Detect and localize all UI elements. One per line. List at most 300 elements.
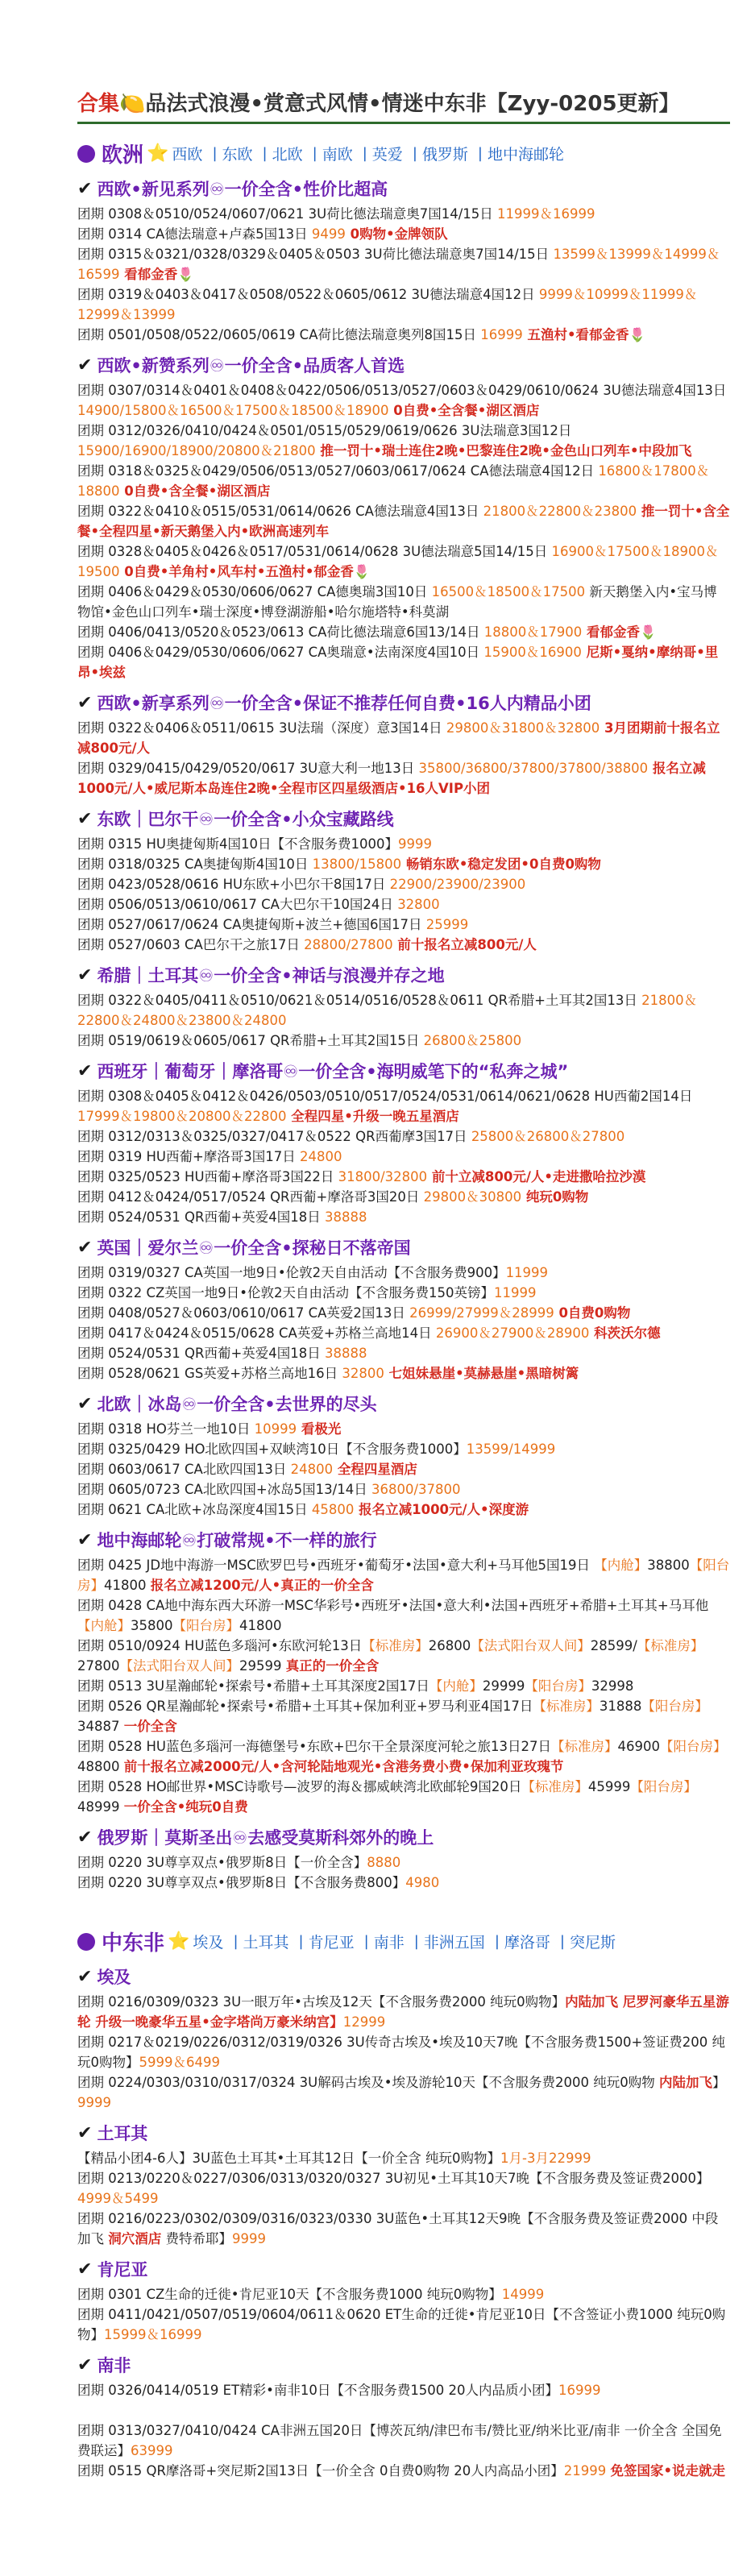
divider: | (413, 1933, 419, 1950)
highlight-text: 看极光 (297, 1421, 342, 1437)
tour-line (77, 224, 730, 244)
price-text: 【阳台房】 (77, 1558, 730, 1593)
price-text: 9999 (397, 836, 432, 852)
check-icon: ✔ (77, 2122, 93, 2143)
highlight-text: 0自费•全含餐•湖区酒店 (388, 403, 540, 418)
tour-line (77, 1323, 730, 1343)
price-text: 26800＆25800 (423, 1033, 522, 1048)
highlight-text: 纯玩0购物 (521, 1189, 589, 1205)
tour-line (77, 874, 730, 894)
tour-line (77, 1031, 730, 1051)
section-title: 西欧•新见系列♾一价全含•性价比超高 (97, 180, 388, 199)
divider: | (362, 145, 367, 162)
tour-line (77, 2032, 730, 2072)
check-icon: ✔ (77, 1529, 93, 1550)
section-title: 俄罗斯｜莫斯圣出♾去感受莫斯科郊外的晚上 (97, 1828, 434, 1848)
tour-text: 团期 0216/0223/0302/0309/0316/0323/0330 3U蓝色•土耳其12天9晚【不含服务费及签证费2000 中段加飞 (77, 2211, 719, 2246)
tour-text: 34887 (77, 1719, 124, 1734)
tour-text: 29599 (239, 1658, 286, 1674)
tour-line (77, 2420, 730, 2461)
tour-line (77, 1852, 730, 1873)
tour-text: 45999 (587, 1779, 631, 1794)
tour-line (77, 1479, 730, 1500)
section-heading (77, 691, 730, 715)
price-text: 38888 (325, 1346, 367, 1361)
subregion-link[interactable]: 俄罗斯 (421, 146, 468, 164)
highlight-text: 报名立减1000元/人•威尼斯本岛连住2晚•全程市区四星级酒店•16人VIP小团 (77, 761, 706, 796)
price-text: 36800/37800 (371, 1482, 461, 1497)
section-title: 地中海邮轮♾打破常规•不一样的旅行 (97, 1531, 377, 1550)
tour-text: 团期 0220 3U尊享双点•俄罗斯8日【不含服务费800】 (77, 1875, 406, 1890)
tour-text: 团期 0213/0220＆0227/0306/0313/0320/0327 3U初见•土耳其10天7晚【不含服务费及签证费2000】 (77, 2171, 710, 2186)
tour-text: 团期 0307/0314＆0401＆0408＆0422/0506/0513/0527/0603＆0429/0610/0624 3U德法瑞意4国13日 (77, 383, 727, 398)
price-text: 9999＆10999＆11999＆12999＆13999 (77, 287, 698, 322)
tour-line (77, 1126, 730, 1147)
section-title: 西欧•新赞系列♾一价全含•品质客人首选 (97, 356, 405, 375)
tour-text: 团期 0319＆0403＆0417＆0508/0522＆0605/0612 3U德法瑞意4国12日 (77, 287, 539, 302)
price-text: 13599＆13999＆14999＆16599 (77, 247, 720, 282)
tour-text: 团期 0224/0303/0310/0317/0324 3U解码古埃及•埃及游轮10天【不含服务费2000 纯玩0购物 (77, 2075, 659, 2090)
highlight-text: 3月团期前十报名立减800元/人 (77, 720, 720, 756)
price-text: 【标准房】 (362, 1638, 429, 1653)
region-name: 中东非 (102, 1931, 165, 1956)
subregion-link[interactable]: 肯尼亚 (308, 1934, 355, 1952)
route-section (77, 1392, 730, 1520)
region-dot-icon (77, 145, 95, 163)
tour-text: 团期 0428 CA地中海东西大环游一MSC华彩号•西班牙•法国•意大利•法国+西班牙+希腊+土耳其+马耳他 (77, 1598, 709, 1613)
highlight-text: 五渔村•看郁金香🌷 (522, 327, 646, 342)
tour-text: 团期 0506/0513/0610/0617 CA大巴尔干10国24日 (77, 897, 398, 912)
tour-line (77, 1992, 730, 2032)
highlight-text: 0自费•含全餐•湖区酒店 (119, 483, 271, 499)
tour-text: 团期 0528 HO邮世界•MSC诗歌号—波罗的海＆挪威峡湾北欧邮轮9国20日 (77, 1779, 522, 1794)
tour-text: 团期 0319 HU西葡+摩洛哥3国17日 (77, 1149, 301, 1164)
check-icon: ✔ (77, 808, 93, 829)
tour-line (77, 1636, 730, 1676)
tour-text: 团期 0605/0723 CA北欧四国+冰岛5国13/14日 (77, 1482, 371, 1497)
price-text: 29800＆30800 (423, 1189, 522, 1205)
price-text: 25800＆26800＆27800 (471, 1129, 625, 1144)
tour-text: 团期 0329/0415/0429/0520/0617 3U意大利一地13日 (77, 761, 419, 776)
price-text: 29800＆31800＆32800 (446, 720, 600, 736)
route-section (77, 807, 730, 955)
route-section (77, 176, 730, 345)
tour-line (77, 2072, 730, 2113)
price-text: 24800 (290, 1462, 334, 1477)
content (77, 139, 730, 2481)
price-text: 15999＆16999 (104, 2327, 202, 2342)
tour-line (77, 1263, 730, 1283)
region-dot-icon (77, 1933, 95, 1951)
tour-line (77, 1595, 730, 1636)
price-text: 35800/36800/37800/37800/38800 (418, 761, 649, 776)
highlight-text: 免签国家•说走就走 (610, 2463, 726, 2479)
tour-text: 团期 0325/0523 HU西葡+摩洛哥3国22日 (77, 1169, 338, 1184)
highlight-text: 前十立减800元/人•走进撒哈拉沙漠 (427, 1169, 646, 1184)
highlight-text: 全程四星•升级一晚五星酒店 (286, 1109, 459, 1124)
price-text: 【阳台房】 (641, 1699, 708, 1714)
route-section (77, 1528, 730, 1817)
tour-text: 团期 0322＆0410＆0515/0531/0614/0626 CA德法瑞意4国13日 (77, 504, 483, 519)
price-text: 【阳台房】 (525, 1678, 591, 1694)
subregion-link[interactable]: 地中海邮轮 (487, 146, 564, 164)
price-text: 【内舱】 (429, 1678, 483, 1694)
subregion-link[interactable]: 西欧 (172, 146, 203, 164)
divider: | (233, 1933, 239, 1950)
price-text: 21800＆22800＆23800 (483, 504, 637, 519)
subregion-link[interactable]: 东欧 (222, 146, 253, 164)
price-text: 9999 (232, 2231, 266, 2246)
tour-text: 团期 0501/0508/0522/0605/0619 CA荷比德法瑞意奥列8国15日 (77, 327, 481, 342)
divider: | (559, 1933, 565, 1950)
check-icon: ✔ (77, 178, 93, 199)
tour-text: 团期 0217＆0219/0226/0312/0319/0326 3U传奇古埃及•埃及10天7晚【不含服务费1500+签证费200 纯玩0购物】 (77, 2035, 726, 2070)
tour-line (77, 935, 730, 955)
tour-line (77, 2461, 730, 2481)
tour-line (77, 2148, 730, 2168)
highlight-text: 0自费•羊角村•风车村•五渔村•郁金香🌷 (119, 564, 371, 579)
tour-line (77, 1555, 730, 1595)
tour-line (77, 1873, 730, 1893)
tour-text: 团期 0528/0621 GS英爱+苏格兰高地16日 (77, 1366, 342, 1381)
tour-text: 27800 (77, 1658, 120, 1674)
tour-text: 团期 0301 CZ生命的迁徙•肯尼亚10天【不含服务费1000 纯玩0购物】 (77, 2287, 502, 2302)
tour-text: 团期 0318/0325 CA奥捷匈斯4国10日 (77, 857, 313, 872)
tour-text: 团期 0528 HU蓝色多瑙河一海德堡号•东欧+巴尔干全景深度河轮之旅13日27日 (77, 1739, 552, 1754)
subregion-link[interactable]: 英爱 (371, 146, 403, 164)
tour-line (77, 1363, 730, 1383)
tour-text: 团期 0216/0309/0323 3U一眼万年•古埃及12天【不含服务费2000 纯玩0购物】 (77, 1994, 566, 2010)
highlight-text: 一价全含 (123, 1719, 177, 1734)
tour-text: 41800 (239, 1618, 282, 1633)
highlight-text: 前十报名立减2000元/人•含河轮陆地观光•含港务费小费•保加利亚玫瑰节 (123, 1759, 564, 1774)
region-header (77, 1927, 730, 1956)
tour-text: 团期 0526 QR星瀚邮轮•探索号•希腊+土耳其+保加利亚+罗马利亚4国17日 (77, 1699, 533, 1714)
price-text: 16500＆18500＆17500 (431, 584, 586, 599)
spacer (77, 1893, 730, 1912)
section-heading (77, 1392, 730, 1416)
route-section (77, 963, 730, 1051)
highlight-text: 报名立减1200元/人•真正的一价全含 (150, 1578, 374, 1593)
section-title: 西欧•新享系列♾一价全含•保证不推荐任何自费•16人内精品小团 (97, 694, 591, 713)
section-title: 东欧｜巴尔干♾一价全含•小众宝藏路线 (97, 810, 394, 829)
check-icon: ✔ (77, 1827, 93, 1848)
tour-text: 团期 0313/0327/0410/0424 CA非洲五国20日【博茨瓦纳/津巴布韦/赞比亚/纳米比亚/南非 一价全含 全国免费联运】 (77, 2423, 722, 2458)
tour-line (77, 990, 730, 1031)
price-text: 【内舱】 (77, 1618, 131, 1633)
price-text: 32800 (342, 1366, 384, 1381)
tour-line (77, 718, 730, 758)
section-title: 西班牙｜葡萄牙｜摩洛哥♾一价全含•海明威笔下的“私奔之城” (97, 1062, 569, 1081)
check-icon: ✔ (77, 1393, 93, 1414)
tour-text: 团期 0322 CZ英国一地9日•伦敦2天自由活动【不含服务费150英镑】 (77, 1285, 495, 1300)
tour-line (77, 1283, 730, 1303)
price-text: 11999＆16999 (497, 206, 595, 222)
tour-line (77, 501, 730, 541)
price-text: 15900＆16900 (483, 645, 582, 660)
tour-text: 团期 0513 3U星瀚邮轮•探索号•希腊+土耳其深度2国17日 (77, 1678, 429, 1694)
tour-text: 团期 0603/0617 CA北欧四国13日 (77, 1462, 291, 1477)
price-text: 13599/14999 (466, 1441, 556, 1457)
price-text: 26999/27999＆28999 (409, 1305, 554, 1321)
tour-text: 团期 0406＆0429＆0530/0606/0627 CA德奥瑞3国10日 (77, 584, 432, 599)
tour-text: 团期 0425 JD地中海游一MSC欧罗巴号•西班牙•葡萄牙•法国•意大利+马耳他5国19日 (77, 1558, 595, 1573)
price-text: 【阳台房】 (172, 1618, 239, 1633)
tour-text: 48999 (77, 1799, 124, 1815)
price-text: 17999＆19800＆20800＆22800 (77, 1109, 287, 1124)
tour-text: 团期 0318＆0325＆0429/0506/0513/0527/0603/0617/0624 CA德法瑞意4国12日 (77, 463, 599, 479)
divider: | (212, 145, 218, 162)
subregion-link[interactable]: 摩洛哥 (504, 1934, 550, 1952)
tour-text: 团期 0510/0924 HU蓝色多瑙河•东欧河轮13日 (77, 1638, 363, 1653)
price-text: 38888 (325, 1209, 367, 1225)
tour-text: 团期 0326/0414/0519 ET精彩•南非10日【不含服务费1500 20人内品质小团】 (77, 2383, 559, 2398)
tour-text: 团期 0315 HU奥捷匈斯4国10日【不含服务费1000】 (77, 836, 398, 852)
tour-line (77, 622, 730, 642)
section-heading (77, 176, 730, 201)
tour-text: 29999 (482, 1678, 525, 1694)
highlight-text: 真正的一价全含 (285, 1658, 380, 1674)
price-text: 28800/27800 (304, 937, 393, 952)
route-section (77, 1964, 730, 2113)
tour-text: 团期 0524/0531 QR西葡+英爱4国18日 (77, 1209, 326, 1225)
price-text: 1月-3月22999 (500, 2151, 591, 2166)
tour-text: 团期 0417＆0424＆0515/0628 CA英爱+苏格兰高地14日 (77, 1325, 436, 1341)
tour-text: 26800 (428, 1638, 471, 1653)
highlight-text: 看郁金香🌷 (582, 624, 657, 640)
tour-line (77, 1500, 730, 1520)
price-text: 25999 (425, 917, 469, 932)
subregion-link[interactable]: 南欧 (322, 146, 353, 164)
route-section (77, 1825, 730, 1893)
price-text: 4980 (405, 1875, 440, 1890)
highlight-text: 看郁金香🌷 (119, 267, 194, 282)
price-text: 【标准房】 (637, 1638, 704, 1653)
price-text: 26900＆27900＆28900 (435, 1325, 590, 1341)
price-text: 16999 (558, 2383, 601, 2398)
tour-text: 团期 0325/0429 HO北欧四国+双峡湾10日【不含服务费1000】 (77, 1441, 467, 1457)
tour-line (77, 284, 730, 325)
route-section (77, 353, 730, 682)
route-section (77, 2121, 730, 2249)
highlight-text: 七姐妹悬崖•莫赫悬崖•黑暗树篱 (384, 1366, 579, 1381)
price-text: 12999 (342, 2014, 386, 2030)
tour-text: 团期 0308＆0405＆0412＆0426/0503/0510/0517/0524/0531/0614/0621/0628 HU西葡2国14日 (77, 1089, 693, 1104)
section-title: 土耳其 (97, 2124, 148, 2143)
price-text: 21800＆22800＆24800＆23800＆24800 (77, 993, 698, 1028)
tour-line (77, 1696, 730, 1736)
tour-text: 费特希耶】 (161, 2231, 232, 2246)
section-heading (77, 2257, 730, 2281)
tour-text: 团期 0319/0327 CA英国一地9日•伦敦2天自由活动【不含服务费900】 (77, 1265, 506, 1280)
tour-text: 31888 (599, 1699, 642, 1714)
subregion-link[interactable]: 土耳其 (243, 1934, 289, 1952)
tour-line (77, 2304, 730, 2345)
lime-fruit-icon: 🍋 (119, 92, 146, 116)
price-text: 16999 (480, 327, 523, 342)
highlight-text: 一价全含•纯玩0自费 (123, 1799, 248, 1815)
price-text: 24800 (300, 1149, 342, 1164)
tour-text: 新天鹅堡入内•宝马博物馆•金色山口列车•瑞士深度•博登湖游船•哈尔施塔特•科莫湖 (77, 584, 717, 620)
page-title (77, 87, 730, 124)
section-heading (77, 2353, 730, 2377)
tour-text: 41800 (104, 1578, 151, 1593)
section-heading (77, 1059, 730, 1083)
divider: | (494, 1933, 500, 1950)
price-text: 【标准房】 (551, 1739, 618, 1754)
price-text: 11999 (494, 1285, 537, 1300)
route-section (77, 2257, 730, 2345)
tour-line (77, 541, 730, 582)
check-icon: ✔ (77, 1237, 93, 1258)
tour-line (77, 421, 730, 461)
route-section (77, 2353, 730, 2481)
highlight-text: 科茨沃尔德 (589, 1325, 661, 1341)
title-part2: 品法式浪漫•赏意式风情•情迷中东非【Zyy-0205更新】 (145, 92, 680, 116)
tour-line (77, 834, 730, 854)
tour-line (77, 2209, 730, 2249)
tour-text: 团期 0515 QR摩洛哥+突尼斯2国13日【一价全含 0自费0购物 20人内高品小团】 (77, 2463, 564, 2479)
divider: | (477, 145, 483, 162)
subregion-link[interactable]: 突尼斯 (569, 1934, 616, 1952)
tour-text: 】 (712, 2075, 726, 2090)
tour-text: 48800 (77, 1759, 124, 1774)
highlight-text: 畅销东欧•稳定发团•0自费0购物 (401, 857, 601, 872)
tour-text: 团期 0314 CA德法瑞意+卢森5国13日 (77, 226, 312, 242)
tour-text: 团期 0308＆0510/0524/0607/0621 3U荷比德法瑞意奥7国14/15日 (77, 206, 497, 222)
subregion-link[interactable]: 非洲五国 (423, 1934, 485, 1952)
route-section (77, 1235, 730, 1383)
section-heading (77, 1964, 730, 1989)
subregion-link[interactable]: 南非 (373, 1934, 405, 1952)
check-icon: ✔ (77, 2354, 93, 2375)
tour-text: 32998 (591, 1678, 634, 1694)
tour-text: 团期 0423/0528/0616 HU东欧+小巴尔干8国17日 (77, 877, 390, 892)
price-text: 15900/16900/18900/20800＆21800 (77, 443, 316, 458)
section-heading (77, 807, 730, 831)
section-title: 希腊｜土耳其♾一价全含•神话与浪漫并存之地 (97, 966, 445, 985)
check-icon: ✔ (77, 1966, 93, 1987)
section-title: 埃及 (97, 1968, 131, 1987)
tour-line (77, 1459, 730, 1479)
tour-text: 团期 0312/0326/0410/0424＆0501/0515/0529/0619/0626 3U法瑞意3国12日 (77, 423, 572, 438)
tour-text: 团期 0406/0413/0520＆0523/0613 CA荷比德法瑞意6国13/14日 (77, 624, 484, 640)
price-text: 18800＆17900 (483, 624, 583, 640)
price-text: 【法式阳台双人间】 (471, 1638, 591, 1653)
divider: | (412, 145, 417, 162)
check-icon: ✔ (77, 1060, 93, 1081)
price-text: 10999 (254, 1421, 297, 1437)
price-text: 【阳台房】 (660, 1739, 727, 1754)
tour-line (77, 461, 730, 501)
tour-text: 团期 0411/0421/0507/0519/0604/0611＆0620 ET生命的迁徙•肯尼亚10日【不含签证小费1000 纯玩0购物】 (77, 2307, 726, 2342)
highlight-text: 报名立减1000元/人•深度游 (354, 1502, 529, 1517)
price-text: 22900/23900/23900 (389, 877, 526, 892)
divider: | (363, 1933, 369, 1950)
price-text: 14999 (501, 2287, 545, 2302)
tour-text: 【精品小团4-6人】3U蓝色土耳其•土耳其12日【一价全含 纯玩0购物】 (77, 2151, 500, 2166)
tour-line (77, 1207, 730, 1227)
route-section (77, 691, 730, 799)
price-text: 4999＆5499 (77, 2191, 159, 2206)
highlight-text: 尼斯•戛纳•摩纳哥•里昂•埃兹 (77, 645, 719, 680)
tour-line (77, 1303, 730, 1323)
highlight-text: 0自费0购物 (554, 1305, 631, 1321)
tour-text: 团期 0328＆0405＆0426＆0517/0531/0614/0628 3U德法瑞意5国14/15日 (77, 544, 552, 559)
subregion-link[interactable]: 埃及 (193, 1934, 224, 1952)
tour-line (77, 758, 730, 799)
region-header (77, 139, 730, 168)
section-heading (77, 353, 730, 377)
price-text: 21999 (563, 2463, 611, 2479)
tour-text: 团期 0408/0527＆0603/0610/0617 CA英爱2国13日 (77, 1305, 410, 1321)
highlight-text: 0购物•金牌领队 (345, 226, 448, 242)
tour-line (77, 1439, 730, 1459)
price-text: 16800＆17800＆18800 (77, 463, 710, 499)
tour-text: 团期 0312/0313＆0325/0327/0417＆0522 QR西葡摩3国17日 (77, 1129, 471, 1144)
check-icon: ✔ (77, 692, 93, 713)
tour-line (77, 582, 730, 622)
title-part1: 合集 (77, 92, 120, 116)
section-heading (77, 1528, 730, 1552)
tour-line (77, 1676, 730, 1696)
tour-text: 团期 0406＆0429/0530/0606/0627 CA奥瑞意•法南深度4国10日 (77, 645, 484, 660)
section-title: 北欧｜冰岛♾一价全含•去世界的尽头 (97, 1395, 377, 1414)
tour-line (77, 325, 730, 345)
tour-line (77, 2400, 730, 2420)
section-title: 英国｜爱尔兰♾一价全含•探秘日不落帝国 (97, 1238, 411, 1258)
price-text: 【阳台房】 (630, 1779, 697, 1794)
check-icon: ✔ (77, 2259, 93, 2279)
highlight-text: 前十报名立减800元/人 (392, 937, 537, 952)
divider: | (298, 1933, 304, 1950)
tour-line (77, 1086, 730, 1126)
star-icon: ⭐ (147, 143, 169, 164)
tour-line (77, 1777, 730, 1817)
price-text: 45800 (311, 1502, 355, 1517)
price-text: 【内舱】 (594, 1558, 648, 1573)
tour-text: 团期 0315＆0321/0328/0329＆0405＆0503 3U荷比德法瑞意奥7国14/15日 (77, 247, 554, 262)
section-title: 南非 (97, 2356, 131, 2375)
tour-text: 团期 0322＆0406＆0511/0615 3U法瑞（深度）意3国14日 (77, 720, 446, 736)
tour-text: 团期 0519/0619＆0605/0617 QR希腊+土耳其2国15日 (77, 1033, 424, 1048)
highlight-text: 内陆加飞 (658, 2075, 712, 2090)
tour-line (77, 2284, 730, 2304)
price-text: 31800/32800 (338, 1169, 428, 1184)
price-text: 8880 (367, 1855, 401, 1870)
tour-line (77, 2168, 730, 2209)
tour-text: 团期 0318 HO芬兰一地10日 (77, 1421, 255, 1437)
tour-line (77, 915, 730, 935)
star-icon: ⭐ (168, 1931, 190, 1952)
tour-line (77, 854, 730, 874)
price-text: 32800 (397, 897, 440, 912)
price-text: 13800/15800 (312, 857, 402, 872)
tour-text: 团期 0527/0617/0624 CA奥捷匈斯+波兰+德国6国17日 (77, 917, 426, 932)
tour-text: 38800 (647, 1558, 690, 1573)
region-name: 欧洲 (102, 143, 144, 168)
section-heading (77, 2121, 730, 2145)
highlight-text: 全程四星酒店 (333, 1462, 417, 1477)
tour-text: 28599/ (590, 1638, 637, 1653)
subregion-link[interactable]: 北欧 (272, 146, 303, 164)
highlight-text: 洞穴酒店 (108, 2231, 162, 2246)
divider: | (312, 145, 317, 162)
tour-text: 团期 0322＆0405/0411＆0510/0621＆0514/0516/0528＆0611 QR希腊+土耳其2国13日 (77, 993, 642, 1008)
price-text: 16900＆17500＆18900＆19500 (77, 544, 719, 579)
divider: | (262, 145, 268, 162)
tour-text: 团期 0527/0603 CA巴尔干之旅17日 (77, 937, 305, 952)
